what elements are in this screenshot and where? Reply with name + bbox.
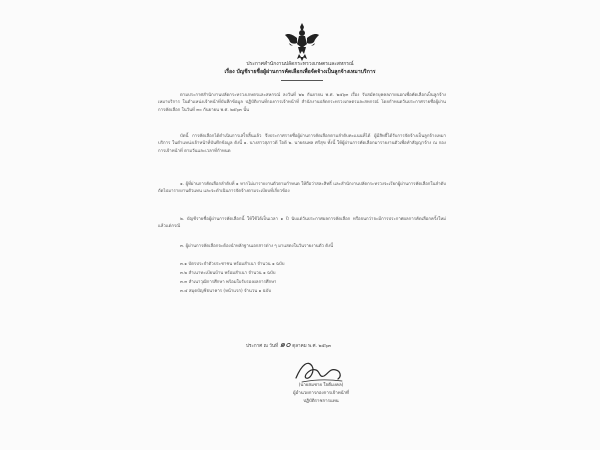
signer-name: (นายสมชาย ใจดีมงคล) xyxy=(298,383,344,388)
body-paragraph-1: ตามประกาศสำนักงานปลัดกระทรวงเกษตรและสหกรณ์ ลงวันที่ ๒๒ กันยายน พ.ศ. ๒๕๖๓ เรื่อง รับสมัครบุคคลภายนอกเพื่อคัดเลือกเป็นลูกจ้างเหมาบริการ ในตำแหน่งเจ้าหน้าที่บันทึกข้อมูล ปฏิบัติงานที่กองการเจ้าหน้าที่ สำนักงานปลัดกระทรวงเกษตรและสหกรณ์ โดยกำหนดวันประกาศรายชื่อผู้ผ่านการคัดเลือก ในวันที่ ๓๐ กันยายน พ.ศ. ๒๕๖๓ นั้น xyxy=(158,93,446,113)
list-item: ๓.๒ สำเนาทะเบียนบ้าน พร้อมสำเนา จำนวน ๑ ฉบับ xyxy=(180,271,276,276)
body-paragraph-5: ๓. ผู้ผ่านการคัดเลือกจะต้องนำหลักฐานเอกสารต่าง ๆ มาแสดงในวันรายงานตัว ดังนี้ xyxy=(180,244,334,249)
list-item: ๓.๑ บัตรประจำตัวประชาชน พร้อมสำเนา จำนวน ๑ ฉบับ xyxy=(180,262,285,267)
signer-title: ผู้อำนวยการกองการเจ้าหน้าที่ xyxy=(293,391,349,396)
list-item: ๓.๓ สำเนาวุฒิการศึกษา พร้อมใบรับรองผลการศึกษา xyxy=(180,280,277,285)
subject-heading: เรื่อง บัญชีรายชื่อผู้ผ่านการคัดเลือกเพื่อจัดจ้างเป็นลูกจ้างเหมาบริการ xyxy=(224,69,376,75)
body-paragraph-2: บัดนี้ การคัดเลือกได้ดำเนินการเสร็จสิ้นแล้ว จึงประกาศรายชื่อผู้ผ่านการคัดเลือกตามลำดับคะแนนที่ได้ ผู้มีสิทธิ์ได้รับการจัดจ้างเป็นลูกจ้างเหมาบริการ ในตำแหน่งเจ้าหน้าที่บันทึกข้อมูล ดังนี้ ๑. นางสาวสุภาวดี ใจดี ๒. นายธนพล ศรีสุข ทั้งนี้ ให้ผู้ผ่านการคัดเลือกมารายงานตัวเพื่อทำสัญญาจ้าง ณ กองการเจ้าหน้าที่ ตามวันและเวลาที่กำหนด xyxy=(158,134,446,154)
signer-role: ปฏิบัติราชการแทน xyxy=(303,399,339,404)
date-prefix: ประกาศ ณ วันที่ xyxy=(246,344,279,349)
announcement-date xyxy=(246,342,331,350)
list-item: ๓.๔ สมุดบัญชีธนาคาร (หน้าแรก) จำนวน ๑ ฉบับ xyxy=(180,289,272,294)
heading-divider xyxy=(281,80,323,81)
agency-heading: ประกาศสำนักงานปลัดกระทรวงเกษตรและสหกรณ์ xyxy=(246,61,354,67)
date-suffix: ตุลาคม พ.ศ. ๒๕๖๓ xyxy=(292,344,332,349)
body-paragraph-4: ๒. บัญชีรายชื่อผู้ผ่านการคัดเลือกนี้ ให้ใช้ได้เป็นเวลา ๑ ปี นับแต่วันประกาศผลการคัดเลือก หรือจนกว่าจะมีการประกาศผลการคัดเลือกครั้งใหม่ แล้วแต่กรณี xyxy=(158,217,446,230)
date-day: ๑๐ xyxy=(279,340,291,350)
body-paragraph-3: ๑. ผู้ที่ผ่านการคัดเลือกลำดับที่ ๑ หากไม่มารายงานตัวตามกำหนด ให้ถือว่าสละสิทธิ์ และสำนักงานปลัดกระทรวงจะเรียกผู้ผ่านการคัดเลือกในลำดับถัดไปมารายงานตัวแทน และจะดำเนินการจัดจ้างตามระเบียบที่เกี่ยวข้อง xyxy=(158,182,446,195)
garuda-emblem xyxy=(284,22,320,62)
